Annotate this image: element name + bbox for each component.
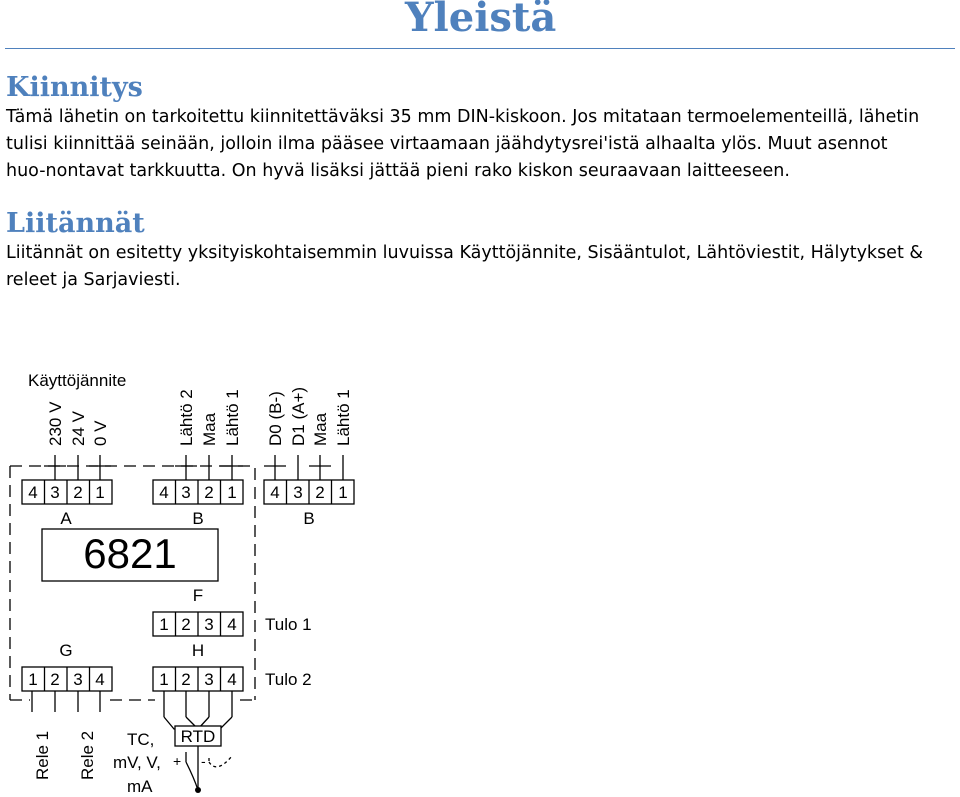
model-number: 6821 bbox=[83, 530, 177, 577]
heading-liitannat: Liitännät bbox=[6, 208, 145, 239]
relay-1-label: Rele 1 bbox=[33, 730, 52, 780]
svg-text:2: 2 bbox=[50, 670, 60, 689]
serial-pin-labels bbox=[266, 387, 353, 446]
rtd-label: RTD bbox=[180, 727, 216, 746]
svg-text:1: 1 bbox=[338, 483, 348, 502]
pin-label-d0: D0 (B-) bbox=[266, 391, 285, 446]
supply-pin-labels bbox=[46, 401, 110, 446]
svg-text:1: 1 bbox=[159, 670, 169, 689]
block-label-b2: B bbox=[303, 509, 315, 528]
block-label-b: B bbox=[192, 509, 204, 528]
plus-sign: + bbox=[173, 753, 182, 769]
paragraph-kiinnitys: Tämä lähetin on tarkoitettu kiinnitettäväksi 35 mm DIN-kiskoon. Jos mitataan termoelementeillä, lähetin tulisi kiinnittää seinään, jolloin ilma pääsee virtaamaan jäähdytysrei'istä alhaalta ylös. Muut asennot huo-nontavat tarkkuutta. On hyvä lisäksi jättää pieni rako kiskon seuraavaan laitteeseen. bbox=[6, 107, 920, 181]
input-2-label: Tulo 2 bbox=[265, 670, 312, 689]
svg-text:1: 1 bbox=[28, 670, 38, 689]
svg-text:1: 1 bbox=[159, 615, 169, 634]
pin-label-0v: 0 V bbox=[91, 420, 110, 446]
supply-label: Käyttöjännite bbox=[28, 371, 127, 390]
svg-text:3: 3 bbox=[73, 670, 83, 689]
tc-label-line3: mA bbox=[127, 777, 153, 796]
svg-text:3: 3 bbox=[293, 483, 303, 502]
svg-text:2: 2 bbox=[315, 483, 325, 502]
svg-text:1: 1 bbox=[227, 483, 237, 502]
svg-text:2: 2 bbox=[73, 483, 83, 502]
sensor-junction bbox=[195, 787, 201, 793]
pin-label-lahto1-2: Lähtö 1 bbox=[334, 389, 353, 446]
svg-text:2: 2 bbox=[181, 615, 191, 634]
block-label-a: A bbox=[60, 509, 72, 528]
pin-label-230v: 230 V bbox=[46, 401, 65, 446]
svg-text:2: 2 bbox=[204, 483, 214, 502]
terminal-numbers bbox=[28, 483, 347, 689]
svg-text:4: 4 bbox=[227, 615, 237, 634]
minus-sign: - bbox=[201, 753, 206, 769]
pin-label-maa: Maa bbox=[200, 412, 219, 446]
input-1-label: Tulo 1 bbox=[265, 615, 312, 634]
tc-label-line1: TC, bbox=[127, 730, 155, 749]
block-label-h: H bbox=[191, 641, 205, 660]
output-pin-labels bbox=[177, 389, 242, 446]
paragraph-liitannat: Liitännät on esitetty yksityiskohtaisemmin luvuissa Käyttöjännite, Sisääntulot, Lähtöviestit, Hälytykset & releet ja Sarjaviesti. bbox=[6, 243, 924, 290]
svg-text:3: 3 bbox=[181, 483, 191, 502]
svg-text:4: 4 bbox=[227, 670, 237, 689]
relay-wires bbox=[32, 691, 100, 712]
pin-label-lahto2: Lähtö 2 bbox=[177, 389, 196, 446]
svg-text:4: 4 bbox=[95, 670, 105, 689]
enclosure-outline bbox=[10, 466, 255, 700]
pin-label-lahto1: Lähtö 1 bbox=[223, 389, 242, 446]
block-label-f: F bbox=[192, 586, 204, 605]
svg-text:3: 3 bbox=[50, 483, 60, 502]
block-label-g: G bbox=[59, 641, 73, 660]
svg-text:4: 4 bbox=[159, 483, 169, 502]
svg-text:2: 2 bbox=[181, 670, 191, 689]
svg-text:3: 3 bbox=[204, 670, 214, 689]
pin-label-maa-2: Maa bbox=[311, 412, 330, 446]
pin-label-d1: D1 (A+) bbox=[289, 386, 308, 446]
svg-text:1: 1 bbox=[95, 483, 105, 502]
svg-text:4: 4 bbox=[270, 483, 280, 502]
svg-text:4: 4 bbox=[28, 483, 38, 502]
tc-label-line2: mV, V, bbox=[113, 753, 161, 772]
heading-kiinnitys: Kiinnitys bbox=[6, 72, 143, 103]
pin-label-24v: 24 V bbox=[69, 411, 88, 446]
page-title: Yleistä bbox=[405, 0, 557, 41]
relay-2-label: Rele 2 bbox=[78, 730, 97, 780]
top-wires bbox=[44, 455, 343, 480]
svg-text:3: 3 bbox=[204, 615, 214, 634]
